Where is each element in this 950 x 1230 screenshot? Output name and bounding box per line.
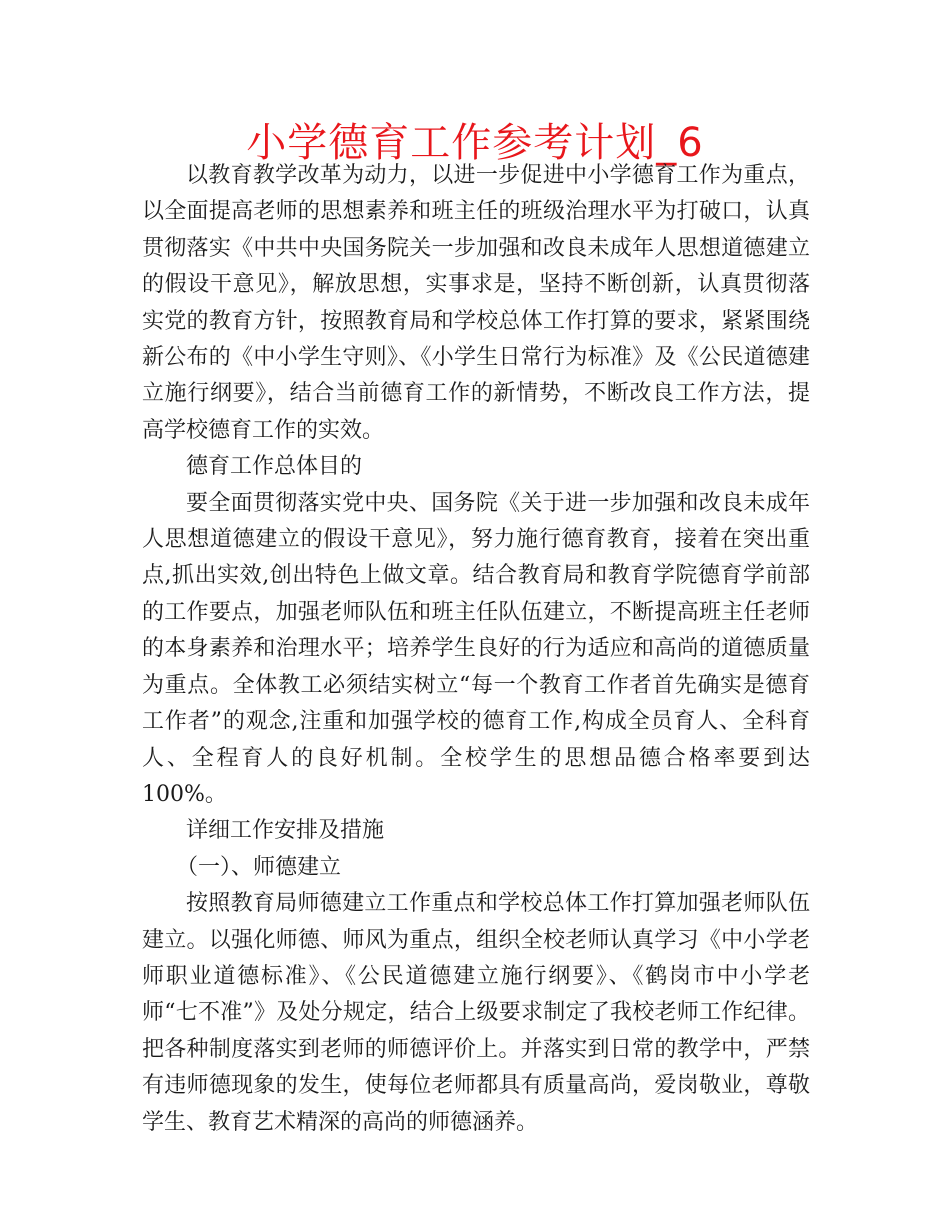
- goals-paragraph: 要全面贯彻落实党中央、国务院《关于进一步加强和改良未成年人思想道德建立的假设干意见》，努力施行德育教育，接着在突出重点,抓出实效,创出特色上做文章。结合教育局和教育学院德育学前部的工作要点，加强老师队伍和班主任队伍建立，不断提高班主任老师的本身素养和治理水平；培养学生良好的行为适应和高尚的道德质量为重点。全体教工必须结实树立“每一个教育工作者首先确实是德育工作者”的观念,注重和加强学校的德育工作,构成全员育人、全科育人、全程育人的良好机制。全校学生的思想品德合格率要到达100%。: [142, 490, 810, 807]
- subsection-heading-teacher-ethics: （一）、师德建立: [176, 854, 342, 880]
- intro-paragraph: 以教育教学改革为动力，以进一步促进中小学德育工作为重点，以全面提高老师的思想素养和班主任的班级治理水平为打破口，认真贯彻落实《中共中央国务院关一步加强和改良未成年人思想道德建立的假设干意见》，解放思想，实事求是，坚持不断创新，认真贯彻落实党的教育方针，按照教育局和学校总体工作打算的要求，紧紧围绕新公布的《中小学生守则》、《小学生日常行为标准》及《公民道德建立施行纲要》，结合当前德育工作的新情势，不断改良工作方法，提高学校德育工作的实效。: [142, 163, 810, 443]
- teacher-ethics-paragraph: 按照教育局师德建立工作重点和学校总体工作打算加强老师队伍建立。以强化师德、师风为重点，组织全校老师认真学习《中小学老师职业道德标准》、《公民道德建立施行纲要》、《鹤岗市中小学老师“七不准”》及处分规定，结合上级要求制定了我校老师工作纪律。把各种制度落实到老师的师德评价上。并落实到日常的教学中，严禁有违师德现象的发生，使每位老师都具有质量高尚，爱岗敬业，尊敬学生、教育艺术精深的高尚的师德涵养。: [142, 891, 810, 1135]
- section-heading-goals: 德育工作总体目的: [186, 454, 363, 480]
- document-body: [142, 158, 810, 1141]
- document-title: 小学德育工作参考计划_6: [246, 120, 704, 166]
- section-heading-measures: 详细工作安排及措施: [186, 818, 385, 844]
